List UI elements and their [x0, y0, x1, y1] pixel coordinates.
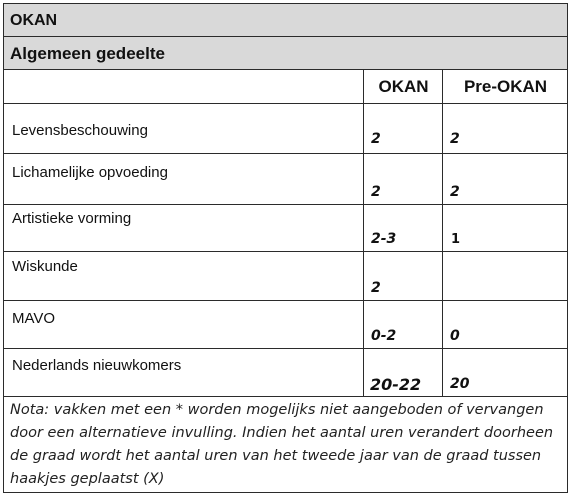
pre-okan-hours-cell: 1	[451, 232, 461, 247]
subject-cell: MAVO	[12, 310, 56, 327]
okan-hours-cell: 2	[371, 184, 381, 200]
pre-okan-hours-cell: 2	[450, 184, 460, 200]
table-row	[4, 205, 567, 252]
column-header-pre-okan: Pre-OKAN	[442, 70, 568, 103]
table-row	[4, 154, 567, 205]
table-row	[4, 104, 567, 154]
pre-okan-hours-cell: 20	[450, 376, 470, 392]
okan-hours-cell: 2	[371, 131, 381, 147]
okan-hours-cell: 2-3	[371, 231, 397, 247]
subject-cell: Lichamelijke opvoeding	[12, 164, 168, 181]
pre-okan-hours-cell: 0	[450, 328, 460, 344]
column-header-okan: OKAN	[363, 70, 443, 103]
pre-okan-hours-cell: 2	[450, 131, 460, 147]
okan-hours-cell: 2	[371, 280, 381, 296]
subject-cell: Artistieke vorming	[12, 210, 132, 227]
section-title: Algemeen gedeelte	[4, 37, 567, 70]
okan-hours-cell: 20-22	[370, 375, 422, 394]
subject-cell: Wiskunde	[12, 258, 78, 275]
okan-table	[3, 3, 568, 493]
column-header-row	[4, 70, 567, 104]
footnote: Nota: vakken met een * worden mogelijks niet aangeboden of vervangen door een alternatieve invulling. Indien het aantal uren verandert doorheen de graad wordt het aantal uren van het tweede jaar van de graad tussen haakjes geplaatst (X)	[10, 402, 554, 487]
subject-cell: Levensbeschouwing	[12, 122, 148, 139]
okan-hours-cell: 0-2	[371, 328, 397, 344]
table-row	[4, 252, 567, 301]
subject-cell: Nederlands nieuwkomers	[12, 357, 182, 374]
table-title: OKAN	[4, 4, 567, 37]
table-row	[4, 301, 567, 349]
table-row	[4, 349, 567, 397]
